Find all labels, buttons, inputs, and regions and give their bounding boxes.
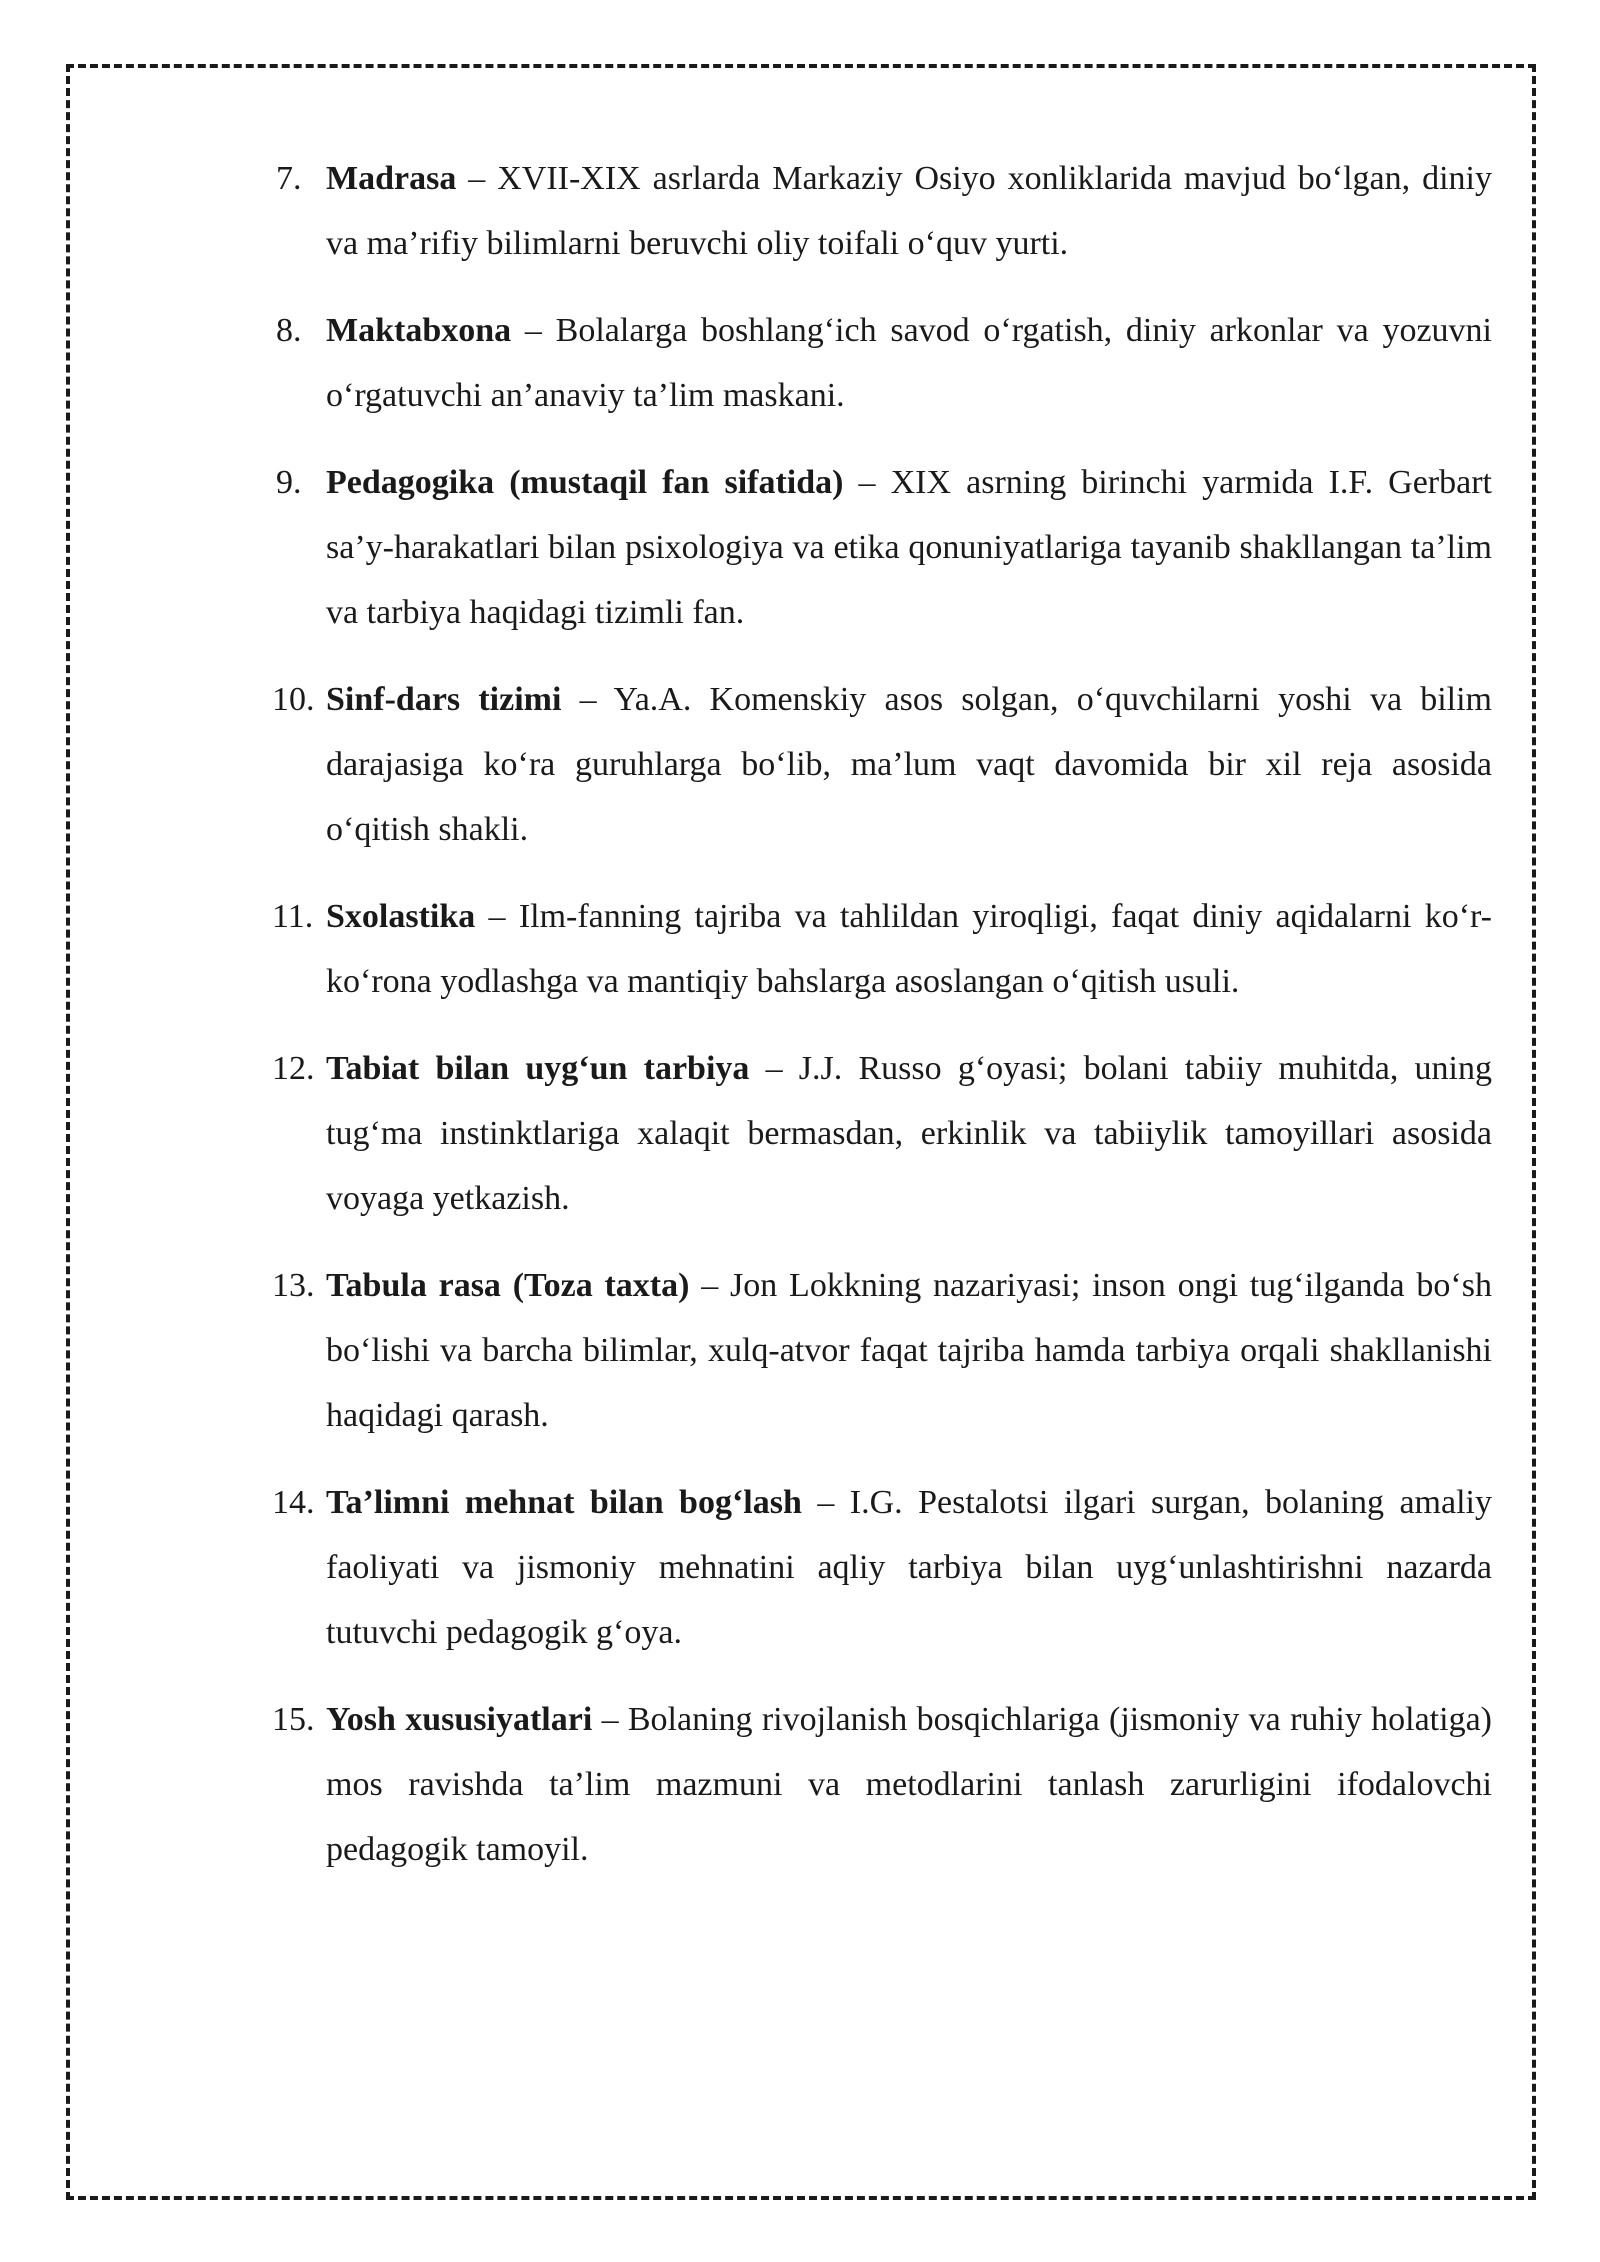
entry-number: 10. — [272, 681, 315, 718]
entry-number: 13. — [272, 1267, 315, 1304]
glossary-entry — [272, 1687, 1492, 1882]
entry-term: Sinf-dars tizimi — [326, 681, 562, 718]
entry-term: Tabula rasa (Toza taxta) — [326, 1267, 690, 1304]
entry-number: 11. — [272, 898, 314, 935]
entry-definition: – XIX asrning birinchi yarmida I.F. Gerbart sa’y-harakatlari bilan psixologiya va etika qonuniyatlariga tayanib shakllangan ta’lim va tarbiya haqidagi tizimli fan. — [326, 464, 1492, 631]
glossary-entry — [272, 884, 1492, 1014]
glossary-list — [272, 146, 1492, 1904]
glossary-entry — [272, 298, 1492, 428]
glossary-entry — [272, 1253, 1492, 1448]
glossary-entry — [272, 146, 1492, 276]
entry-definition: – XVII-XIX asrlarda Markaziy Osiyo xonliklarida mavjud bo‘lgan, diniy va ma’rifiy bilimlarni beruvchi oliy toifali o‘quv yurti. — [326, 160, 1492, 262]
entry-definition: – Ilm-fanning tajriba va tahlildan yiroqligi, faqat diniy aqidalarni ko‘r-ko‘rona yodlashga va mantiqiy bahslarga asoslangan o‘qitish usuli. — [326, 898, 1492, 1000]
entry-number: 15. — [272, 1701, 315, 1738]
glossary-entry — [272, 1470, 1492, 1665]
entry-definition: – Jon Lokkning nazariyasi; inson ongi tug‘ilganda bo‘sh bo‘lishi va barcha bilimlar, xulq-atvor faqat tajriba hamda tarbiya orqali shakllanishi haqidagi qarash. — [326, 1267, 1492, 1434]
glossary-entry — [272, 1036, 1492, 1231]
entry-term: Sxolastika — [326, 898, 476, 935]
entry-term: Tabiat bilan uyg‘un tarbiya — [326, 1050, 750, 1087]
entry-term: Madrasa — [326, 160, 457, 197]
entry-term: Maktabxona — [326, 312, 512, 349]
entry-term: Yosh xususiyatlari — [326, 1701, 593, 1738]
entry-number: 9. — [276, 464, 302, 501]
entry-number: 8. — [276, 312, 302, 349]
entry-definition: – Bolalarga boshlang‘ich savod o‘rgatish, diniy arkonlar va yozuvni o‘rgatuvchi an’anaviy ta’lim maskani. — [326, 312, 1492, 414]
glossary-entry — [272, 450, 1492, 645]
entry-number: 7. — [276, 160, 302, 197]
entry-definition: – Ya.A. Komenskiy asos solgan, o‘quvchilarni yoshi va bilim darajasiga ko‘ra guruhlarga bo‘lib, ma’lum vaqt davomida bir xil reja asosida o‘qitish shakli. — [326, 681, 1493, 848]
glossary-entry — [272, 667, 1492, 862]
entry-number: 12. — [272, 1050, 315, 1087]
entry-number: 14. — [272, 1484, 315, 1521]
entry-definition: – I.G. Pestalotsi ilgari surgan, bolaning amaliy faoliyati va jismoniy mehnatini aqliy tarbiya bilan uyg‘unlashtirishni nazarda tutuvchi pedagogik g‘oya. — [326, 1484, 1492, 1651]
entry-definition: – J.J. Russo g‘oyasi; bolani tabiiy muhitda, uning tug‘ma instinktlariga xalaqit bermasdan, erkinlik va tabiiylik tamoyillari asosida voyaga yetkazish. — [326, 1050, 1492, 1217]
entry-term: Pedagogika (mustaqil fan sifatida) — [326, 464, 844, 501]
entry-definition: – Bolaning rivojlanish bosqichlariga (jismoniy va ruhiy holatiga) mos ravishda ta’lim mazmuni va metodlarini tanlash zarurligini ifodalovchi pedagogik tamoyil. — [326, 1701, 1492, 1868]
entry-term: Ta’limni mehnat bilan bog‘lash — [326, 1484, 802, 1521]
